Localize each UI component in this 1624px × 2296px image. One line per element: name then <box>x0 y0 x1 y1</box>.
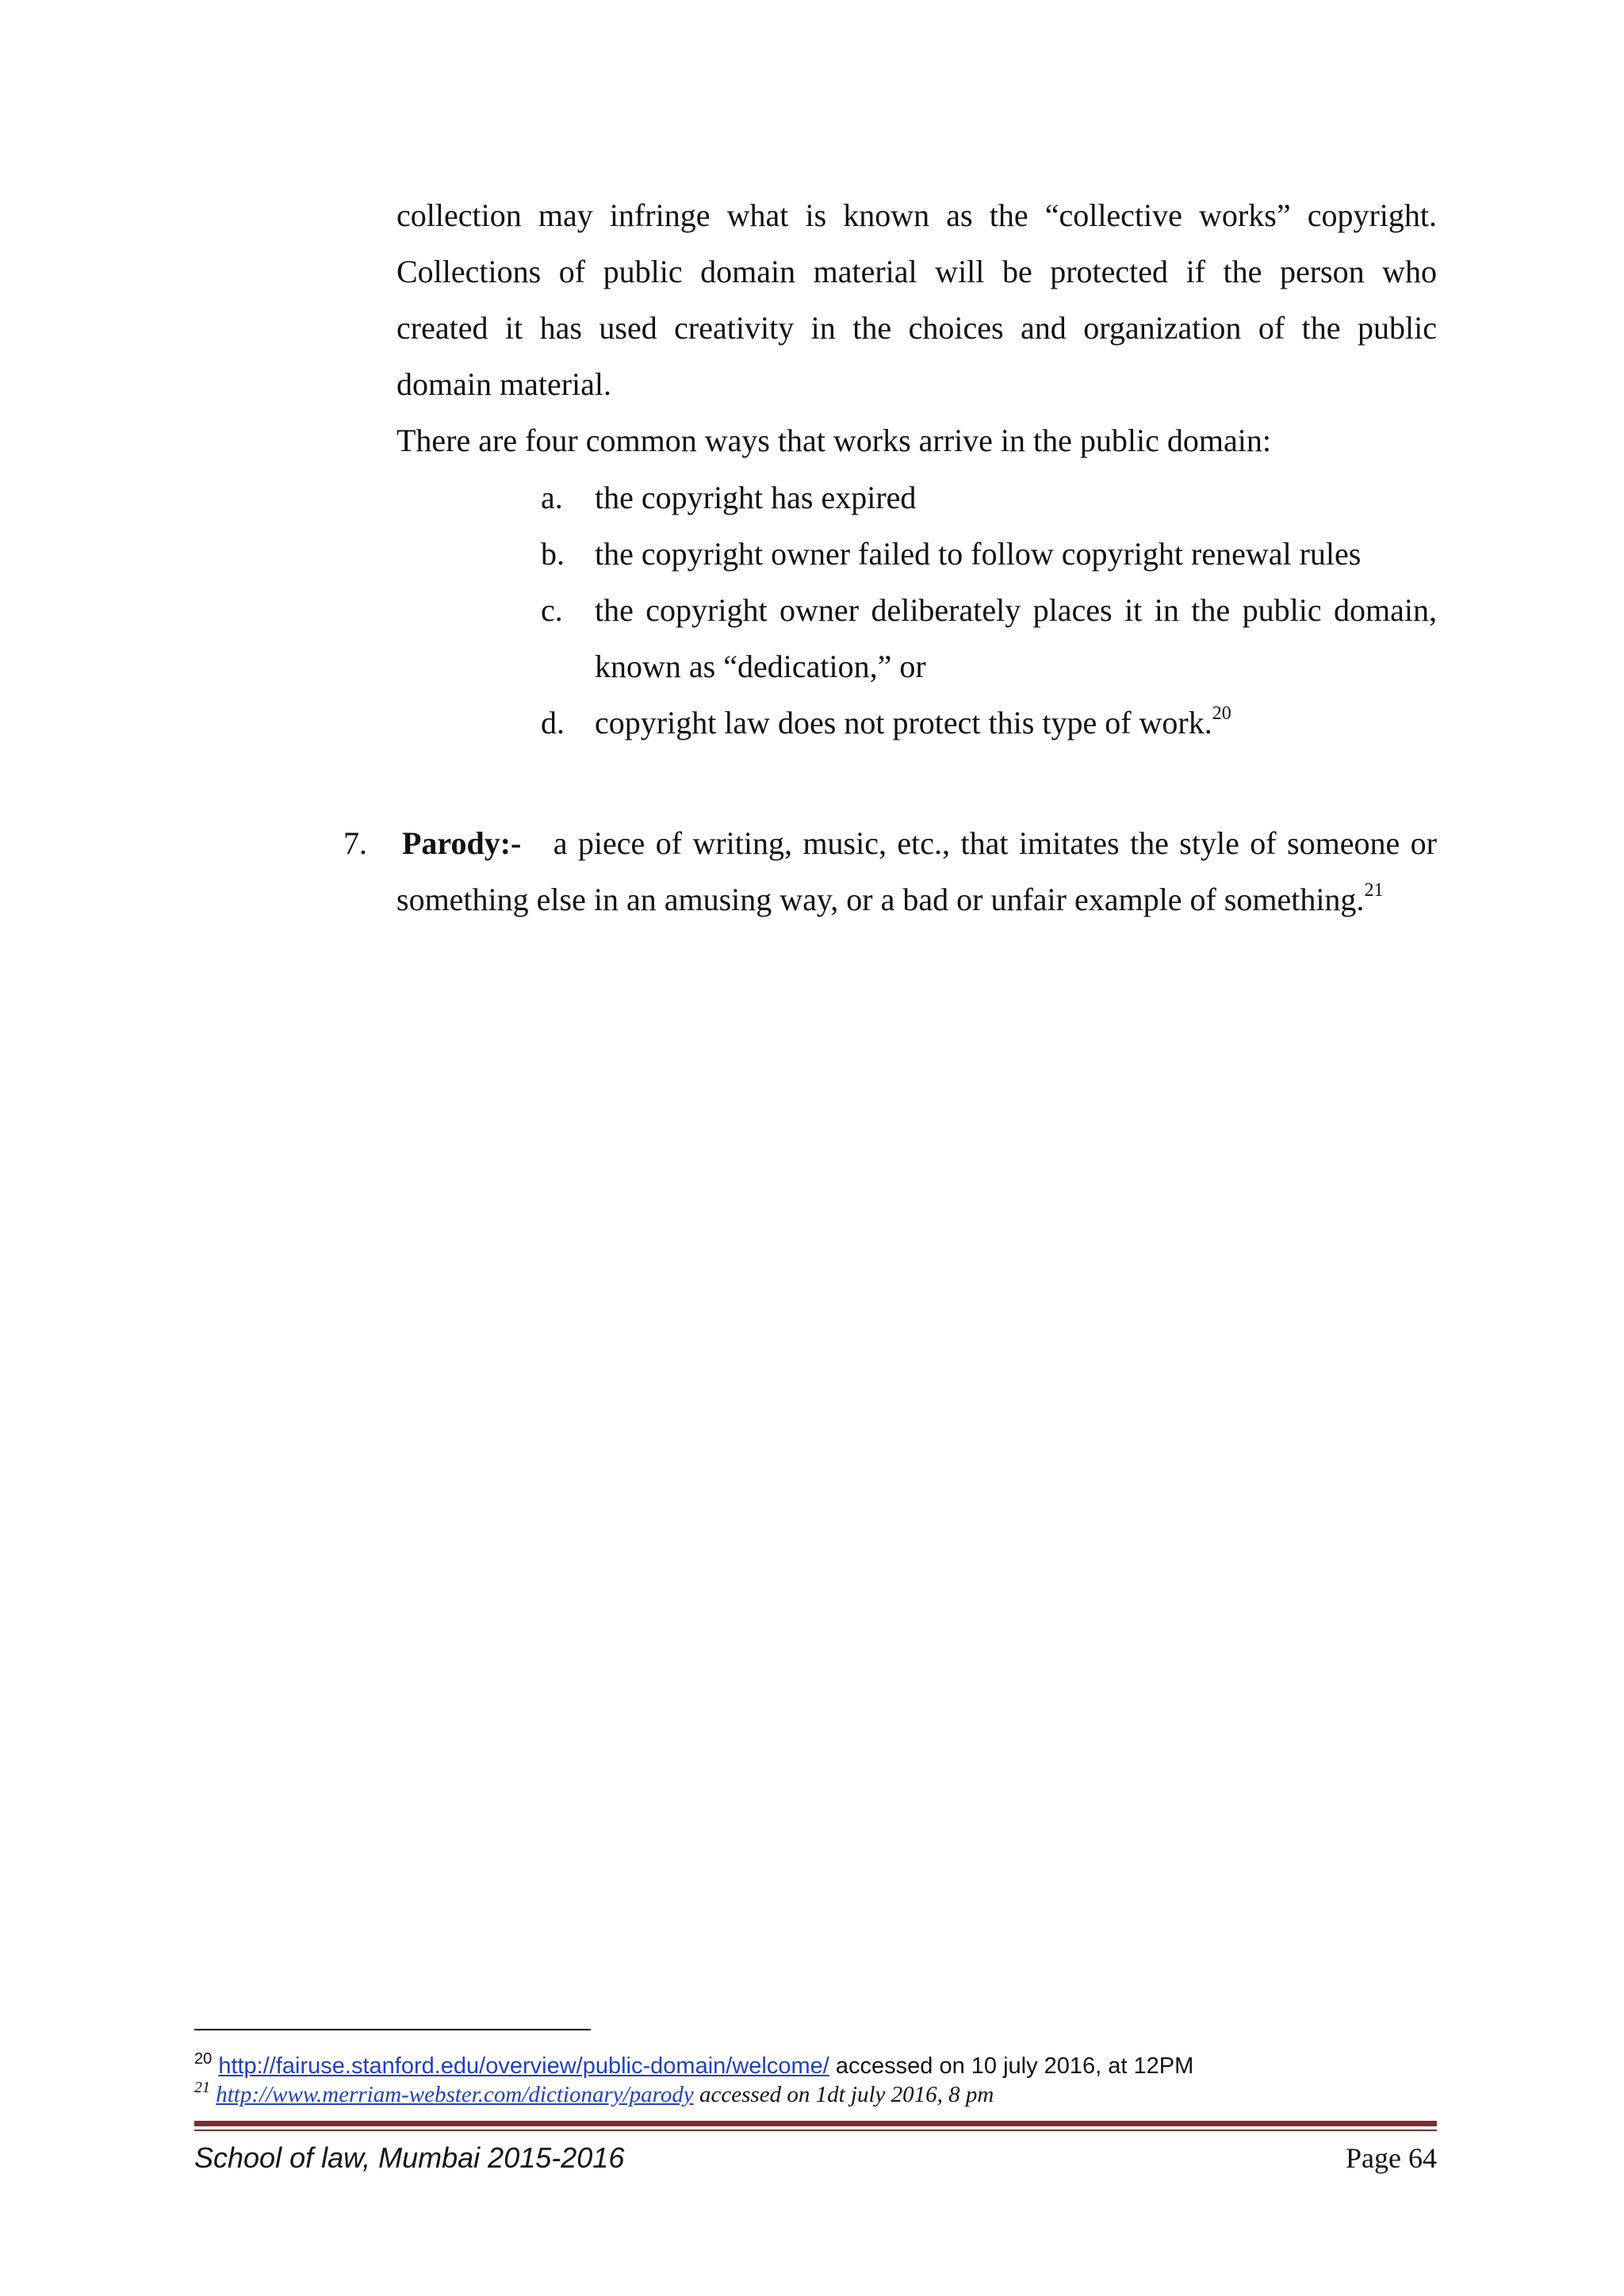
footer-rule <box>194 2130 1437 2131</box>
parody-definition-line <box>396 871 1437 928</box>
list-marker: c. <box>541 592 563 628</box>
list-item <box>541 695 1437 751</box>
footnote-reference[interactable]: 21 <box>1364 880 1384 901</box>
list-item-text: known as “dedication,” or <box>595 649 926 684</box>
list-item-text: the copyright has expired <box>595 480 917 515</box>
paragraph-line: Collections of public domain material will be protected if the person who <box>396 254 1437 289</box>
list-marker: d. <box>541 705 565 740</box>
footer-rule <box>194 2121 1437 2126</box>
list-marker: b. <box>541 536 565 572</box>
parody-definition-line <box>402 815 1437 871</box>
page-number: Page 64 <box>1346 2142 1437 2174</box>
footnote-21 <box>194 2080 994 2109</box>
public-domain-ways-list <box>541 469 1437 751</box>
footnote-20 <box>194 2052 1193 2080</box>
public-domain-ways-lead: There are four common ways that works arrive in the public domain: <box>396 423 1271 458</box>
list-item-text: copyright law does not protect this type of work. <box>595 705 1212 740</box>
footnote-note: accessed on 10 july 2016, at 12PM <box>829 2053 1194 2079</box>
section-number: 7. <box>343 825 367 861</box>
list-item <box>541 526 1437 582</box>
footnote-number: 20 <box>194 2050 213 2068</box>
footnote-number: 21 <box>194 2079 210 2096</box>
footnote-note: accessed on 1dt july 2016, 8 pm <box>693 2082 994 2107</box>
footnote-link[interactable]: http://www.merriam-webster.com/dictionary/parody <box>216 2082 694 2107</box>
paragraph-line: collection may infringe what is known as the “collective works” copyright. <box>396 197 1437 233</box>
parody-definition-text: something else in an amusing way, or a bad or unfair example of something. <box>396 882 1365 917</box>
paragraph-line: domain material. <box>396 366 612 402</box>
list-item <box>541 582 1437 695</box>
list-marker: a. <box>541 480 563 515</box>
footer-institution: School of law, Mumbai 2015-2016 <box>194 2141 625 2174</box>
footnote-link[interactable]: http://fairuse.stanford.edu/overview/public-domain/welcome/ <box>218 2053 829 2079</box>
parody-term: Parody:- <box>402 825 522 861</box>
list-item-text: the copyright owner failed to follow copyright renewal rules <box>595 536 1362 572</box>
parody-definition-text: a piece of writing, music, etc., that imitates the style of someone or <box>553 825 1438 861</box>
list-item-text: the copyright owner deliberately places it in the public domain, <box>595 592 1437 628</box>
list-item <box>541 469 1437 526</box>
footnote-separator <box>194 2029 591 2030</box>
paragraph-line: created it has used creativity in the choices and organization of the public <box>396 310 1437 346</box>
footnote-reference[interactable]: 20 <box>1212 703 1231 724</box>
collective-works-paragraph <box>396 187 1437 412</box>
